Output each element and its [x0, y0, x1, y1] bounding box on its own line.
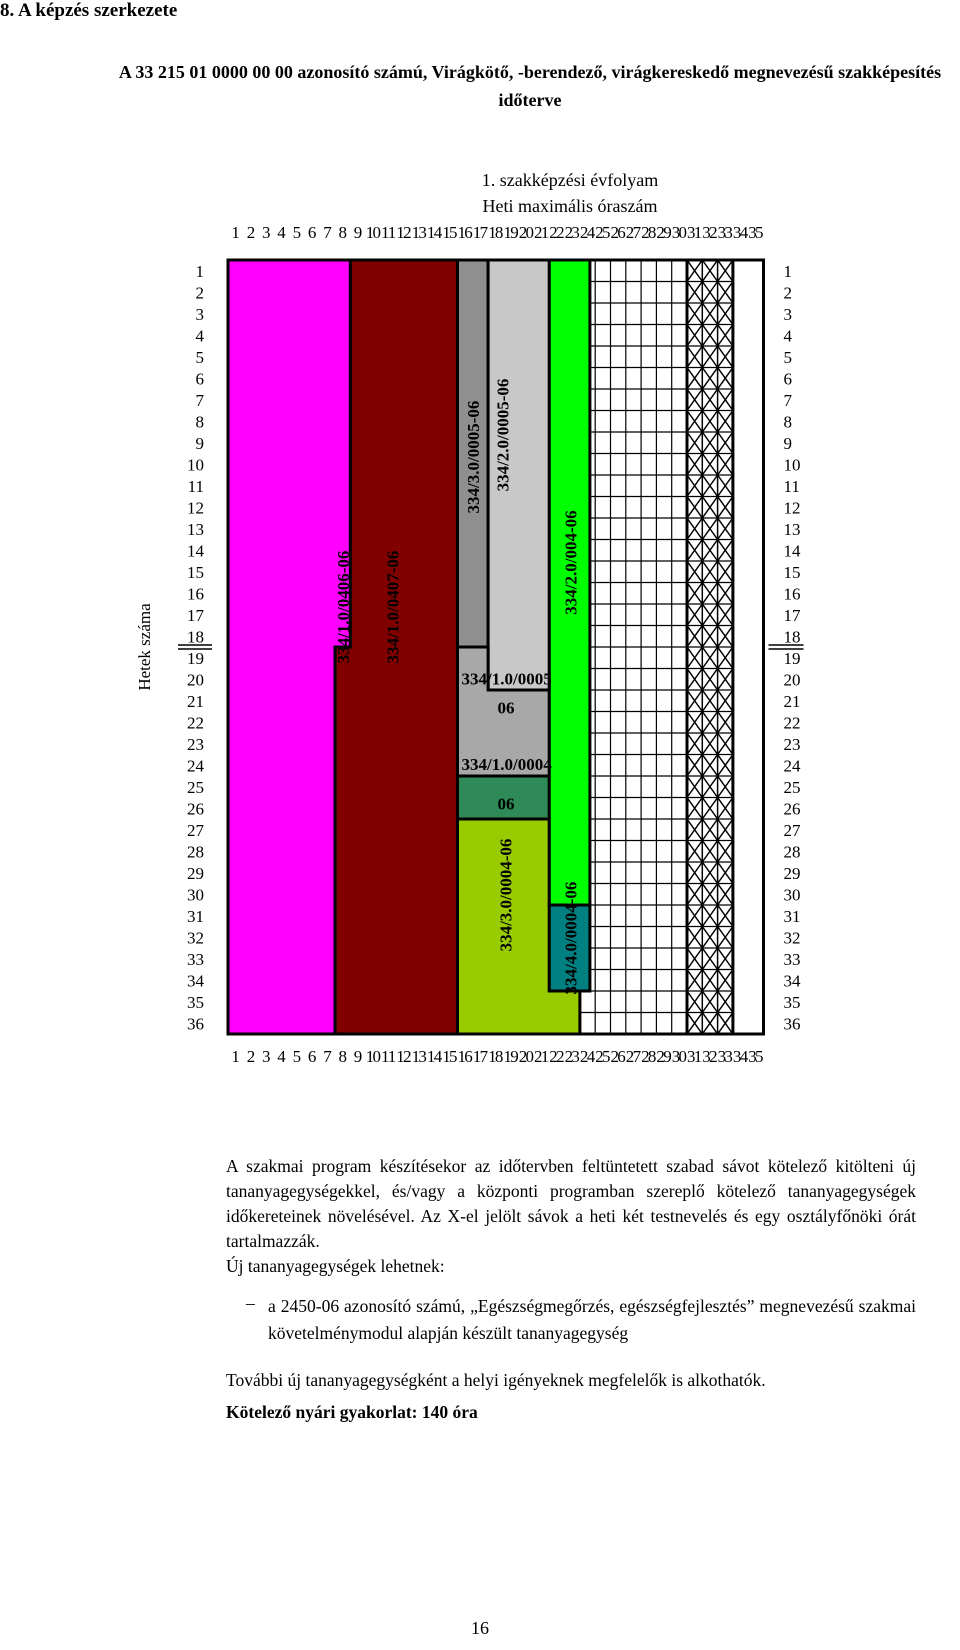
y-tick-right: 25	[783, 777, 801, 797]
x-tick-top: 1	[231, 223, 240, 242]
y-axis-label: Hetek száma	[135, 603, 154, 691]
x-tick-bottom: 22	[549, 1047, 565, 1066]
x-tick-bottom: 11	[381, 1047, 397, 1066]
x-tick-bottom: 1	[231, 1047, 240, 1066]
y-tick-right: 5	[783, 347, 792, 367]
x-tick-bottom: 31	[687, 1047, 703, 1066]
y-tick-left: 3	[195, 304, 204, 324]
x-tick-top: 34	[732, 223, 749, 242]
x-tick-top: 6	[307, 223, 317, 242]
x-tick-bottom: 15	[442, 1047, 458, 1066]
x-tick-bottom: 23	[564, 1047, 580, 1066]
x-tick-bottom: 18	[488, 1047, 504, 1066]
x-tick-top: 28	[641, 223, 657, 242]
y-tick-right: 11	[783, 476, 800, 496]
y-tick-left: 34	[187, 971, 204, 991]
x-tick-top: 33	[717, 223, 733, 242]
x-tick-bottom: 24	[579, 1047, 596, 1066]
x-tick-bottom: 33	[717, 1047, 733, 1066]
x-tick-bottom: 30	[671, 1047, 687, 1066]
label-334-1-0-0005-06: 334/1.0/0005	[461, 669, 552, 689]
label-334-1-0-0005-06: 06	[497, 698, 515, 718]
y-tick-left: 23	[187, 734, 204, 754]
y-tick-right: 31	[783, 906, 801, 926]
y-tick-right: 33	[783, 949, 801, 969]
y-tick-left: 2	[195, 283, 204, 303]
x-tick-top: 9	[353, 223, 363, 242]
y-tick-right: 17	[783, 605, 801, 625]
x-tick-bottom: 4	[277, 1047, 286, 1066]
y-tick-left: 8	[195, 412, 204, 432]
x-tick-top: 27	[625, 223, 642, 242]
y-tick-left: 20	[187, 670, 204, 690]
label-334-3-0-0004-06: 334/3.0/0004-06	[496, 838, 516, 952]
y-tick-left: 9	[195, 433, 204, 453]
y-tick-right: 8	[783, 412, 792, 432]
y-tick-left: 32	[187, 928, 204, 948]
x-tick-top: 35	[748, 223, 764, 242]
y-tick-right: 9	[783, 433, 792, 453]
x-tick-top: 14	[426, 223, 443, 242]
x-tick-top: 18	[488, 223, 504, 242]
y-tick-right: 32	[783, 928, 801, 948]
y-tick-left: 24	[187, 756, 204, 776]
x-tick-bottom: 20	[518, 1047, 534, 1066]
x-tick-top: 7	[323, 223, 332, 242]
y-tick-left: 17	[187, 605, 204, 625]
y-tick-right: 30	[783, 885, 801, 905]
further-units-text: További új tananyagegységként a helyi igényeknek megfelelők is alkothatók.	[226, 1370, 766, 1390]
x-tick-top: 19	[503, 223, 519, 242]
y-tick-left: 6	[195, 369, 204, 389]
y-tick-left: 21	[187, 691, 204, 711]
x-tick-top: 23	[564, 223, 580, 242]
x-tick-top: 20	[518, 223, 534, 242]
y-tick-right: 22	[783, 713, 801, 733]
y-tick-left: 22	[187, 713, 204, 733]
page-number: 16	[471, 1618, 489, 1638]
y-tick-left: 7	[195, 390, 204, 410]
x-tick-bottom: 13	[411, 1047, 427, 1066]
y-tick-left: 27	[187, 820, 204, 840]
section-heading: 8. A képzés szerkezete	[0, 0, 178, 21]
y-tick-left: 33	[187, 949, 204, 969]
y-tick-left: 18	[187, 627, 204, 647]
y-tick-right: 14	[783, 541, 801, 561]
y-tick-right: 15	[783, 562, 801, 582]
x-tick-bottom: 25	[595, 1047, 611, 1066]
bullet-item: a 2450-06 azonosító számú, „Egészségmegőrzés, egészségfejlesztés” megnevezésű szakmai követelménymodul alapján készült tananyagegység	[268, 1296, 916, 1343]
y-tick-left: 1	[195, 261, 204, 281]
x-tick-bottom: 8	[338, 1047, 347, 1066]
y-tick-right: 27	[783, 820, 801, 840]
y-tick-right: 3	[783, 304, 792, 324]
x-tick-top: 29	[656, 223, 672, 242]
x-tick-top: 16	[457, 223, 473, 242]
x-tick-bottom: 16	[457, 1047, 473, 1066]
x-tick-top: 4	[277, 223, 286, 242]
y-tick-left: 36	[187, 1014, 204, 1034]
x-tick-top: 32	[702, 223, 718, 242]
x-tick-top: 13	[411, 223, 427, 242]
y-tick-right: 13	[783, 519, 801, 539]
y-tick-left: 11	[187, 476, 204, 496]
x-tick-bottom: 9	[353, 1047, 363, 1066]
y-tick-right: 18	[783, 627, 801, 647]
y-tick-right: 29	[783, 863, 801, 883]
label-334-3-0-0005-06: 334/3.0/0005-06	[463, 400, 483, 514]
x-tick-bottom: 6	[307, 1047, 317, 1066]
y-tick-right: 21	[783, 691, 801, 711]
x-tick-bottom: 21	[534, 1047, 550, 1066]
x-tick-top: 10	[365, 223, 381, 242]
x-tick-bottom: 19	[503, 1047, 519, 1066]
y-tick-right: 24	[783, 756, 801, 776]
bullet-dash: –	[246, 1293, 255, 1313]
y-tick-left: 16	[187, 584, 204, 604]
new-units-heading: Új tananyagegységek lehetnek:	[226, 1256, 445, 1276]
y-tick-right: 28	[783, 842, 801, 862]
y-tick-right: 23	[783, 734, 801, 754]
x-tick-bottom: 35	[748, 1047, 764, 1066]
x-tick-bottom: 32	[702, 1047, 718, 1066]
y-tick-left: 35	[187, 992, 204, 1012]
x-tick-top: 3	[262, 223, 271, 242]
y-tick-right: 6	[783, 369, 792, 389]
note-paragraph: A szakmai program készítésekor az időtervben feltüntetett szabad sávot kötelező kitölteni új tananyagegységekkel, és/vagy a központi programban szereplő kötelező tananyagegységek időkereteinek növelésével. Az X-el jelölt sávok a heti két testnevelés és egy osztályfőnöki órát tartalmazzák.	[226, 1156, 916, 1251]
y-tick-right: 20	[783, 670, 801, 690]
label-334-1-0-0004-06: 06	[497, 794, 515, 814]
x-tick-top: 11	[381, 223, 397, 242]
y-tick-right: 1	[783, 261, 792, 281]
x-tick-bottom: 7	[323, 1047, 332, 1066]
x-tick-bottom: 17	[472, 1047, 489, 1066]
label-334-1-0-0004-06: 334/1.0/0004	[461, 755, 552, 774]
x-tick-top: 2	[246, 223, 256, 242]
label-334-1-0-0406-06: 334/1.0/0406-06	[334, 550, 354, 664]
y-tick-right: 35	[783, 992, 801, 1012]
x-tick-bottom: 26	[610, 1047, 626, 1066]
label-334-1-0-0407-06: 334/1.0/0407-06	[383, 550, 403, 664]
y-tick-left: 29	[187, 863, 204, 883]
x-tick-top: 22	[549, 223, 565, 242]
x-tick-top: 5	[292, 223, 302, 242]
x-tick-bottom: 10	[365, 1047, 381, 1066]
y-tick-left: 13	[187, 519, 204, 539]
x-tick-bottom: 28	[641, 1047, 657, 1066]
y-tick-left: 12	[187, 498, 204, 518]
y-tick-left: 28	[187, 842, 204, 862]
x-tick-bottom: 12	[396, 1047, 412, 1066]
y-tick-left: 4	[195, 326, 204, 346]
label-334-2-0-0005-06: 334/2.0/0005-06	[493, 378, 513, 492]
y-tick-right: 34	[783, 971, 801, 991]
y-tick-left: 10	[187, 455, 204, 475]
chart-header-max-hours: Heti maximális óraszám	[482, 196, 658, 216]
y-tick-left: 14	[187, 541, 204, 561]
y-tick-right: 7	[783, 390, 792, 410]
x-tick-bottom: 3	[262, 1047, 271, 1066]
y-tick-right: 26	[783, 799, 801, 819]
block-334-1-0-0406-06	[228, 260, 350, 1034]
chart-header-year: 1. szakképzési évfolyam	[481, 170, 659, 190]
y-tick-left: 25	[187, 777, 204, 797]
x-tick-top: 12	[396, 223, 412, 242]
summer-practice: Kötelező nyári gyakorlat: 140 óra	[226, 1402, 478, 1422]
x-tick-bottom: 14	[426, 1047, 443, 1066]
x-tick-top: 15	[442, 223, 458, 242]
label-334-2-0-004-06: 334/2.0/004-06	[561, 510, 581, 615]
x-tick-bottom: 34	[732, 1047, 749, 1066]
x-tick-top: 8	[338, 223, 347, 242]
x-tick-top: 25	[595, 223, 611, 242]
document-title: A 33 215 01 0000 00 00 azonosító számú, Virágkötő, -berendező, virágkereskedő megnevezésű szakképesítés időterve	[118, 62, 942, 110]
x-tick-top: 21	[534, 223, 550, 242]
x-tick-bottom: 27	[625, 1047, 642, 1066]
x-tick-top: 26	[610, 223, 626, 242]
x-tick-bottom: 2	[246, 1047, 256, 1066]
x-tick-bottom: 29	[656, 1047, 672, 1066]
x-tick-top: 24	[579, 223, 596, 242]
y-tick-right: 2	[783, 283, 792, 303]
y-tick-left: 15	[187, 562, 204, 582]
y-tick-left: 31	[187, 906, 204, 926]
y-tick-right: 12	[783, 498, 801, 518]
y-tick-right: 19	[783, 648, 801, 668]
x-tick-top: 31	[687, 223, 703, 242]
y-tick-left: 26	[187, 799, 204, 819]
y-tick-right: 10	[783, 455, 801, 475]
y-tick-right: 4	[783, 326, 792, 346]
y-tick-left: 30	[187, 885, 204, 905]
y-tick-right: 16	[783, 584, 801, 604]
label-334-4-0-0004-06: 334/4.0/0004-06	[561, 881, 581, 995]
y-tick-left: 19	[187, 648, 204, 668]
x-tick-top: 30	[671, 223, 687, 242]
y-tick-right: 36	[783, 1014, 801, 1034]
x-tick-top: 17	[472, 223, 489, 242]
x-tick-bottom: 5	[292, 1047, 302, 1066]
y-tick-left: 5	[195, 347, 204, 367]
